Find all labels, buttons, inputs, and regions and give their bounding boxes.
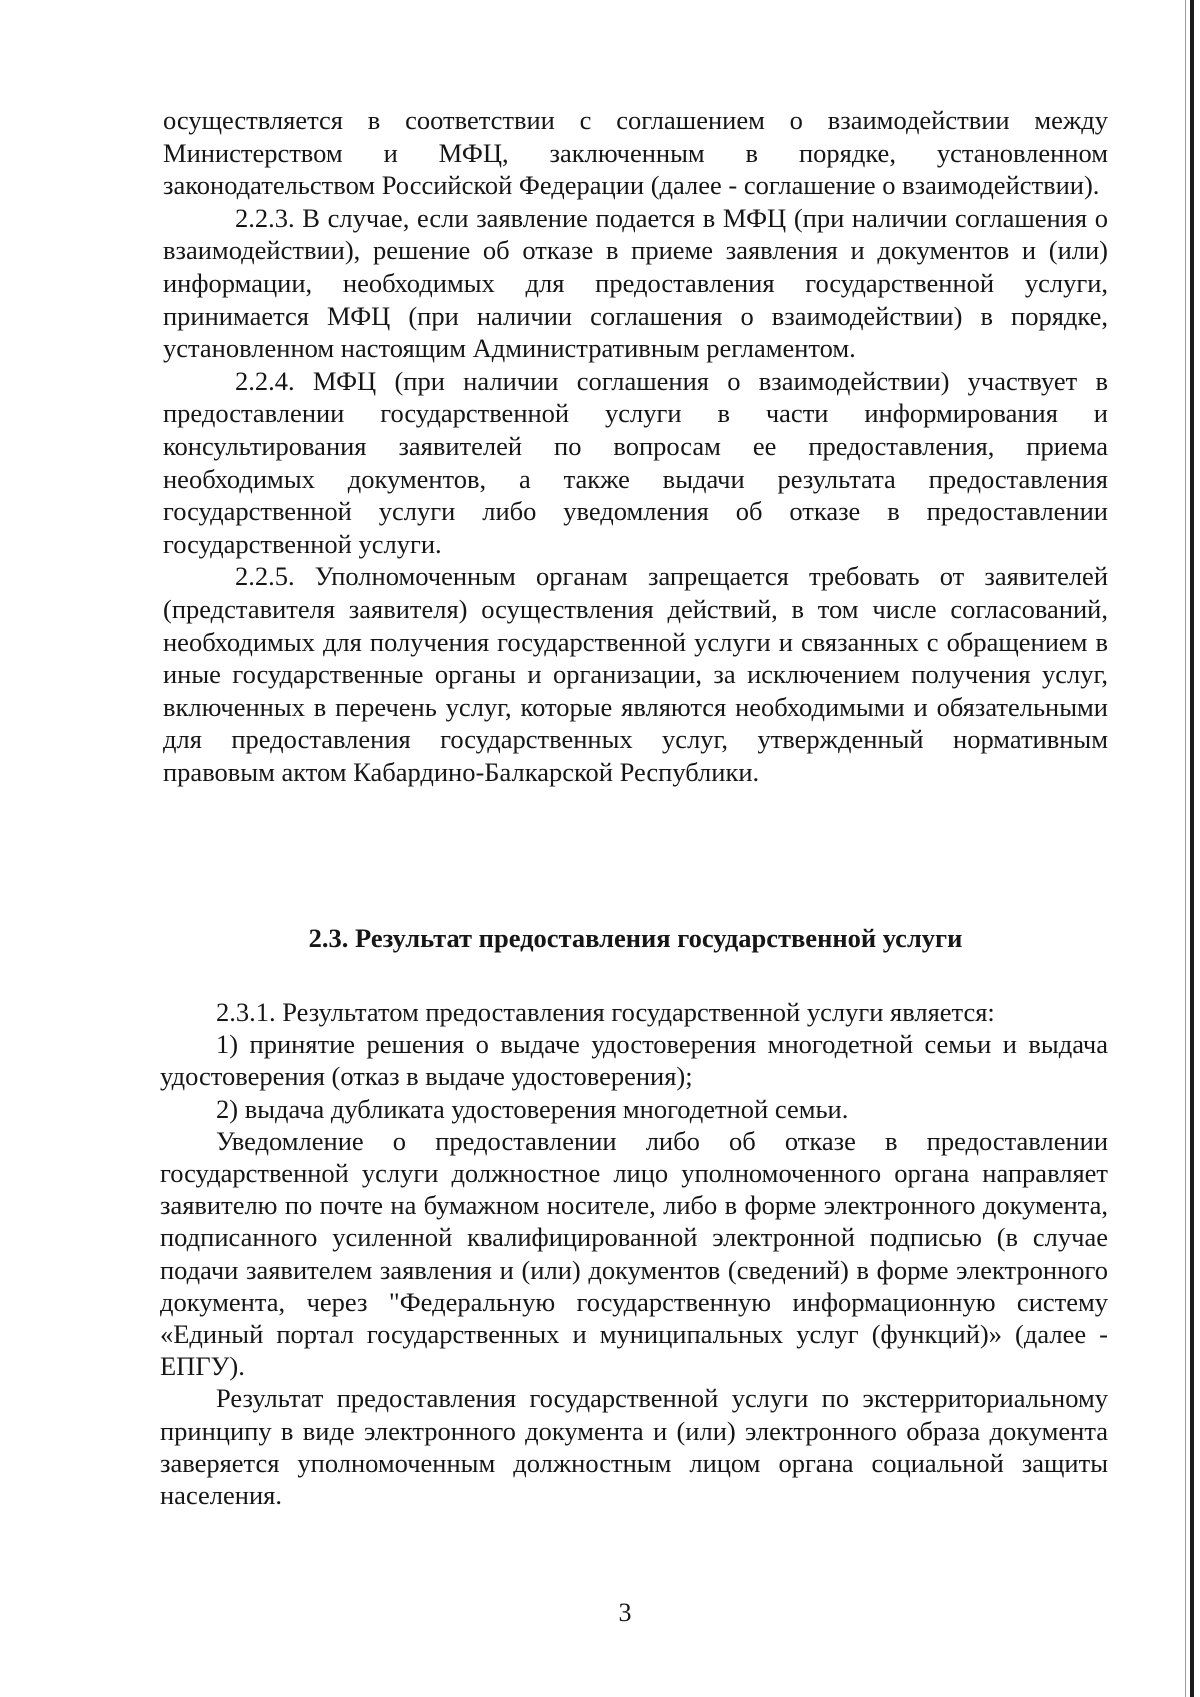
- list-item-1: 1) принятие решения о выдаче удостоверения многодетной семьи и выдача удостоверения (отказ в выдаче удостоверения);: [160, 1029, 1108, 1092]
- paragraph-2-2-3: 2.2.3. В случае, если заявление подается в МФЦ (при наличии соглашения о взаимодействии), решение об отказе в приеме заявления и документов и (или) информации, необходимых для предоставления государственной услуги, принимается МФЦ (при наличии соглашения о взаимодействии) в порядке, установленном настоящим Административным регламентом.: [163, 202, 1108, 364]
- paragraph-2-2-4: 2.2.4. МФЦ (при наличии соглашения о взаимодействии) участвует в предоставлении государственной услуги в части информирования и консультирования заявителей по вопросам ее предоставления, приема необходимых документов, а также выдачи результата предоставления государственной услуги либо уведомления об отказе в предоставлении государственной услуги.: [163, 365, 1108, 559]
- body-text-bottom: [160, 996, 1108, 1511]
- paragraph-result: Результат предоставления государственной услуги по экстерриториальному принципу в виде электронного документа и (или) электронного образа документа заверяется уполномоченным должностным лицом органа социальной защиты населения.: [160, 1383, 1108, 1511]
- paragraph-notification: Уведомление о предоставлении либо об отказе в предоставлении государственной услуги должностное лицо уполномоченного органа направляет заявителю по почте на бумажном носителе, либо в форме электронного документа, подписанного усиленной квалифицированной электронной подписью (в случае подачи заявителем заявления и (или) документов (сведений) в форме электронного документа, через "Федеральную государственную информационную систему «Единый портал государственных и муниципальных услуг (функций)» (далее - ЕПГУ).: [160, 1125, 1108, 1382]
- page-number: 3: [618, 1598, 632, 1627]
- section-heading: 2.3. Результат предоставления государственной услуги: [308, 923, 963, 953]
- paragraph-2-2-5: 2.2.5. Уполномоченным органам запрещается требовать от заявителей (представителя заявителя) осуществления действий, в том числе согласований, необходимых для получения государственной услуги и связанных с обращением в иные государственные органы и организации, за исключением получения услуг, включенных в перечень услуг, которые являются необходимыми и обязательными для предоставления государственных услуг, утвержденный нормативным правовым актом Кабардино-Балкарской Республики.: [163, 561, 1108, 787]
- body-text-top: [163, 104, 1108, 788]
- paragraph-continuation: осуществляется в соответствии с соглашением о взаимодействии между Министерством и МФЦ, заключенным в порядке, установленном законодательством Российской Федерации (далее - соглашение о взаимодействии).: [163, 105, 1108, 201]
- scan-edge-border: [1190, 0, 1194, 1697]
- list-item-2: 2) выдача дубликата удостоверения многодетной семьи.: [216, 1093, 849, 1124]
- paragraph-2-3-1: 2.3.1. Результатом предоставления государственной услуги является:: [216, 997, 995, 1027]
- scan-edge-line: [1185, 0, 1186, 1697]
